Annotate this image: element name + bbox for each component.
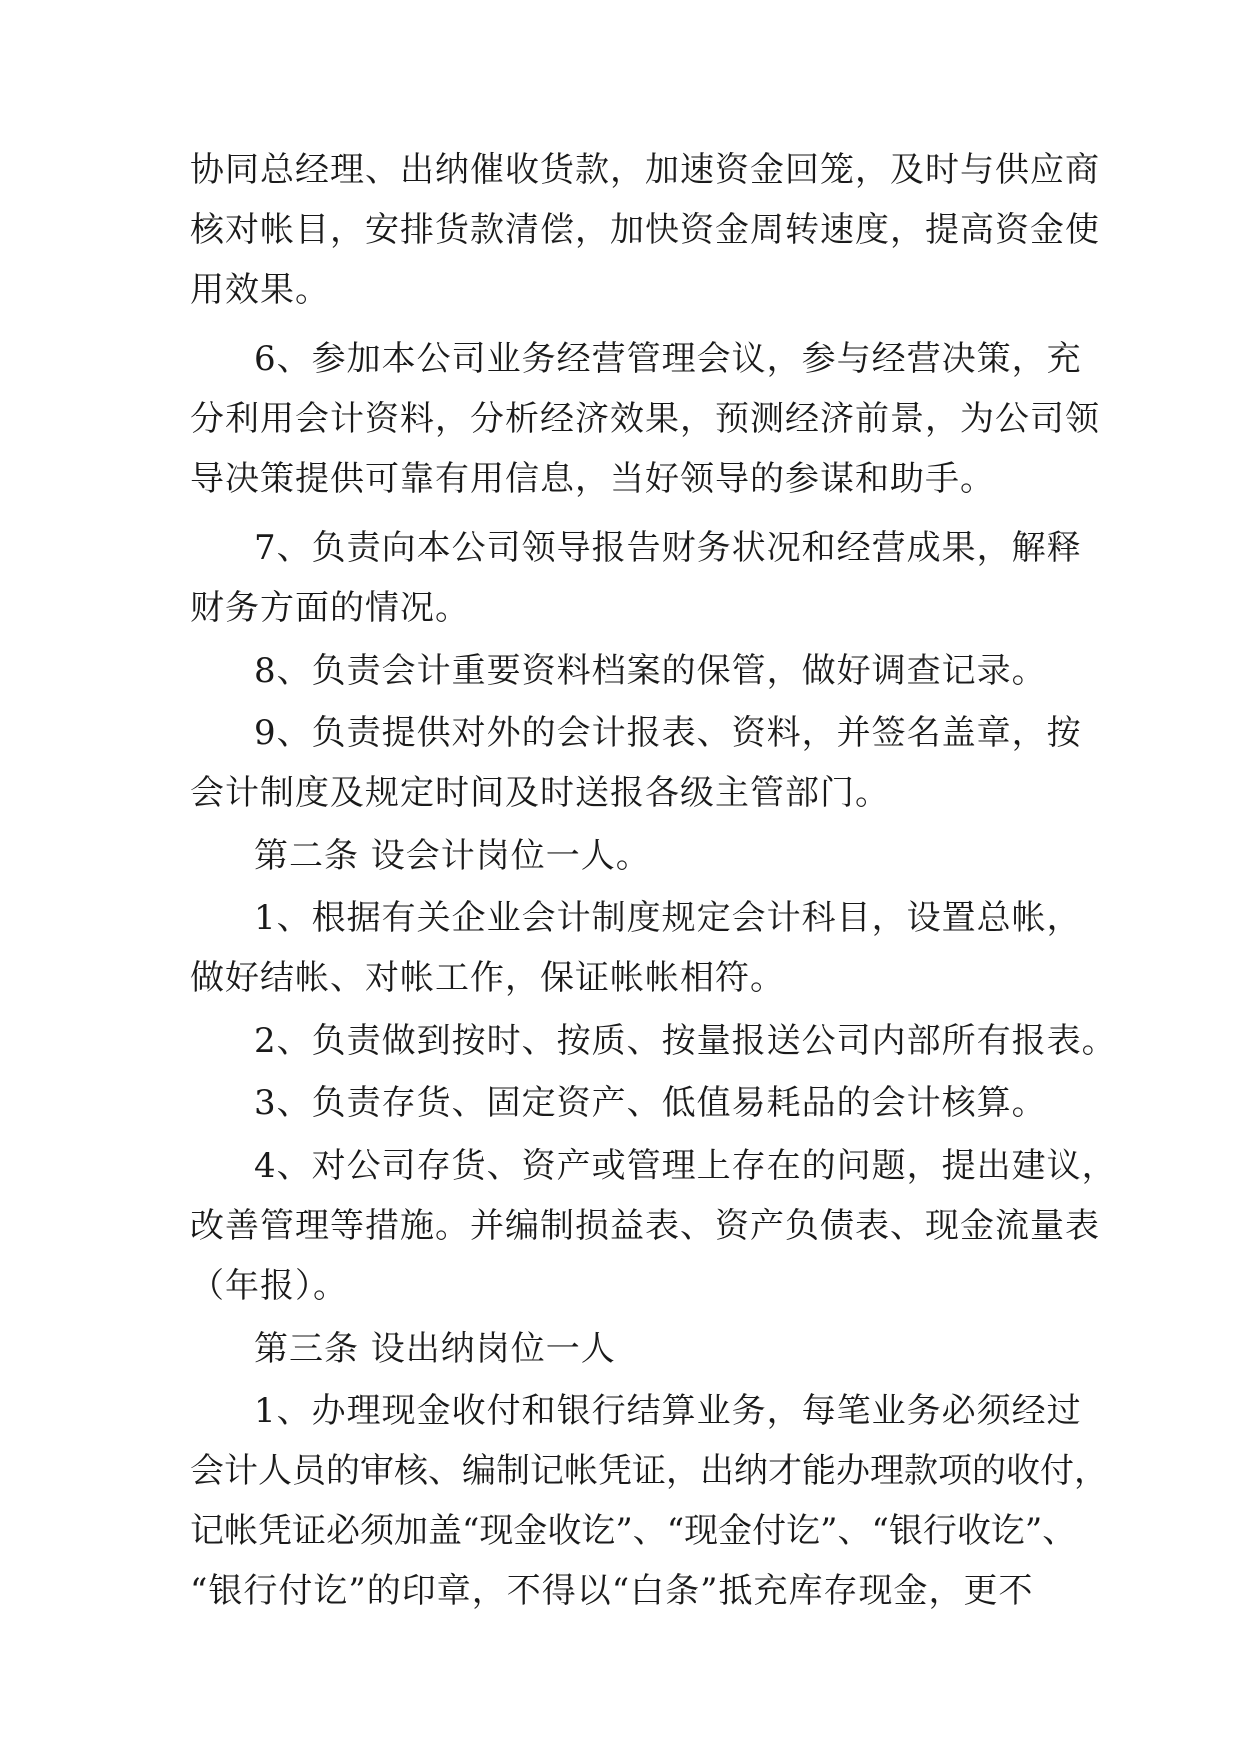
text-line: 1、办理现金收付和银行结算业务，每笔业务必须经过 bbox=[254, 1391, 1082, 1431]
text-line: 第三条 设出纳岗位一人 bbox=[254, 1329, 616, 1369]
text-line: 2、负责做到按时、按质、按量报送公司内部所有报表。 bbox=[254, 1021, 1117, 1061]
text-line: 4、对公司存货、资产或管理上存在的问题，提出建议， bbox=[254, 1146, 1117, 1186]
text-line: 协同总经理、出纳催收货款，加速资金回笼，及时与供应商 bbox=[190, 150, 1100, 190]
text-line: 分利用会计资料，分析经济效果，预测经济前景，为公司领 bbox=[190, 399, 1100, 439]
text-line: 3、负责存货、固定资产、低值易耗品的会计核算。 bbox=[254, 1083, 1047, 1123]
text-line: 9、负责提供对外的会计报表、资料，并签名盖章，按 bbox=[254, 713, 1082, 753]
text-line: 核对帐目，安排货款清偿，加快资金周转速度，提高资金使 bbox=[190, 210, 1100, 250]
text-line: 1、根据有关企业会计制度规定会计科目，设置总帐， bbox=[254, 898, 1082, 938]
text-line: 8、负责会计重要资料档案的保管，做好调查记录。 bbox=[254, 651, 1047, 691]
text-line: 会计人员的审核、编制记帐凭证，出纳才能办理款项的收付， bbox=[190, 1451, 1108, 1491]
text-line: 做好结帐、对帐工作，保证帐帐相符。 bbox=[190, 958, 785, 998]
text-line: “银行付讫”的印章，不得以“白条”抵充库存现金，更不 bbox=[190, 1571, 1034, 1611]
text-line: 用效果。 bbox=[190, 270, 330, 310]
text-line: 6、参加本公司业务经营管理会议，参与经营决策，充 bbox=[254, 339, 1082, 379]
text-line: 财务方面的情况。 bbox=[190, 588, 470, 628]
text-line: 第二条 设会计岗位一人。 bbox=[254, 836, 651, 876]
text-line: 7、负责向本公司领导报告财务状况和经营成果，解释 bbox=[254, 528, 1082, 568]
text-line: 导决策提供可靠有用信息，当好领导的参谋和助手。 bbox=[190, 459, 995, 499]
text-line: （年报）。 bbox=[190, 1266, 348, 1306]
text-line: 改善管理等措施。并编制损益表、资产负债表、现金流量表 bbox=[190, 1206, 1100, 1246]
text-line: 会计制度及规定时间及时送报各级主管部门。 bbox=[190, 773, 890, 813]
text-line: 记帐凭证必须加盖“现金收讫”、“现金付讫”、“银行收讫”、 bbox=[190, 1511, 1077, 1551]
